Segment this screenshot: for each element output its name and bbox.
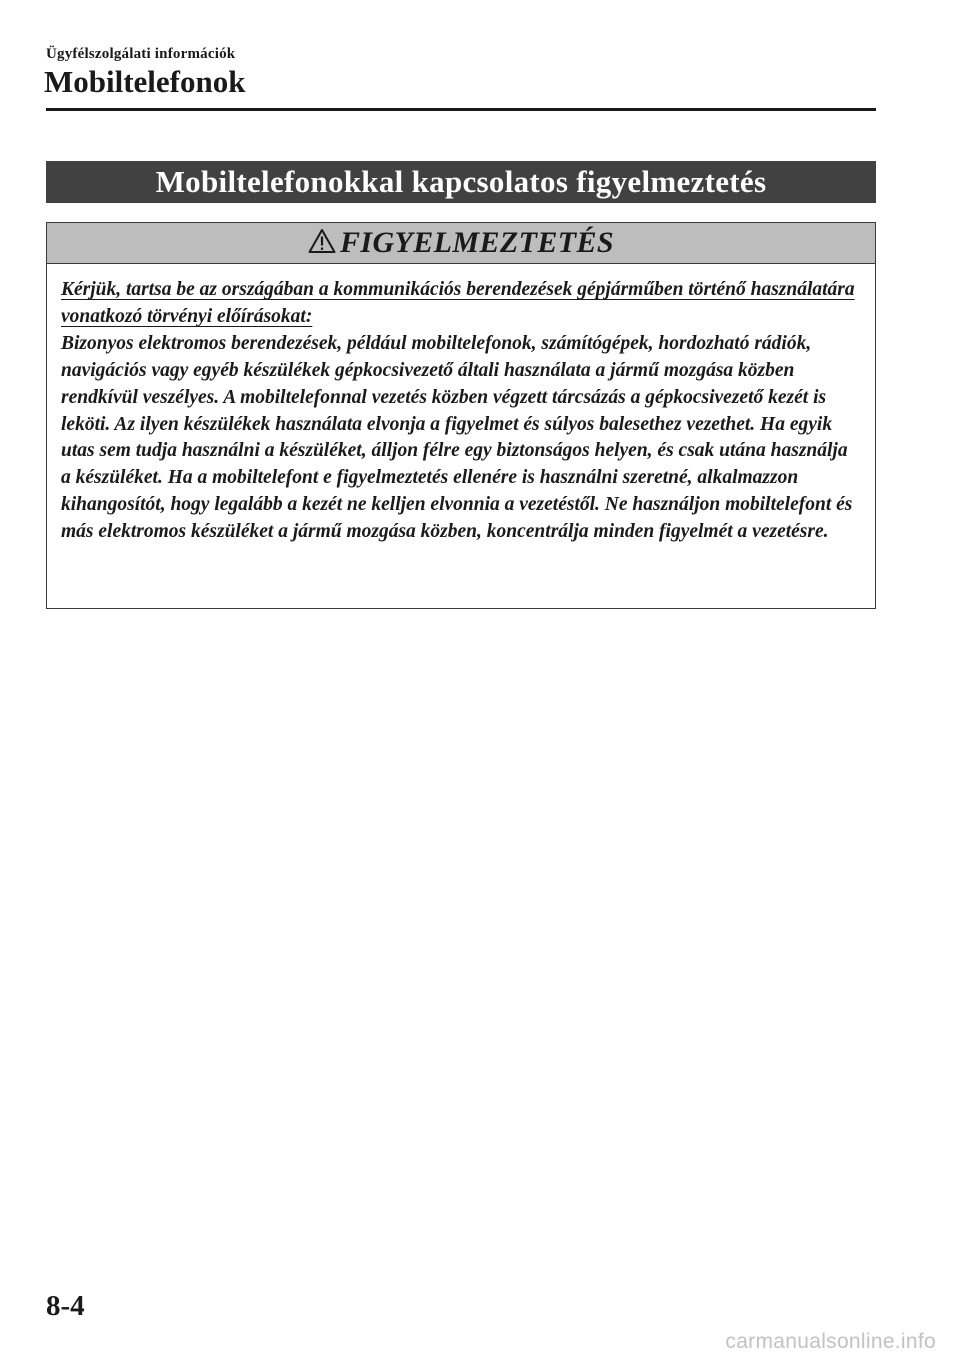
warning-header [47, 223, 875, 264]
title-divider [46, 108, 876, 111]
warning-title: FIGYELMEZTETÉS [340, 226, 614, 259]
breadcrumb: Ügyfélszolgálati információk [46, 46, 236, 62]
watermark: carmanualsonline.info [725, 1330, 936, 1353]
warning-body [47, 264, 875, 546]
page-title: Mobiltelefonok [44, 64, 246, 99]
warning-triangle-icon [308, 228, 336, 254]
warning-box [46, 222, 876, 609]
warning-body-text: Bizonyos elektromos berendezések, például mobiltelefonok, számítógépek, hordozható rádiók, navigációs vagy egyéb készülékek gépkocsivezető általi használata a jármű mozgása közben rendkívül veszélyes. A mobiltelefonnal vezetés közben végzett tárcsázás a gépkocsivezető kezét is leköti. Az ilyen készülékek használata elvonja a figyelmet és súlyos balesethez vezethet. Ha egyik utas sem tudja használni a készüléket, álljon félre egy biztonságos helyen, és csak utána használja a készüléket. Ha a mobiltelefont e figyelmeztetés ellenére is használni szeretné, alkalmazzon kihangosítót, hogy legalább a kezét ne kelljen elvonnia a vezetéstől. Ne használjon mobiltelefont és más elektromos készüléket a jármű mozgása közben, koncentrálja minden figyelmét a vezetésre. [61, 332, 853, 543]
section-heading: Mobiltelefonokkal kapcsolatos figyelmeztetés [46, 161, 876, 203]
warning-lead-text: Kérjük, tartsa be az országában a kommunikációs berendezések gépjárműben történő használatára vonatkozó törvényi előírásokat: [61, 279, 855, 327]
page-number: 8-4 [46, 1290, 85, 1322]
